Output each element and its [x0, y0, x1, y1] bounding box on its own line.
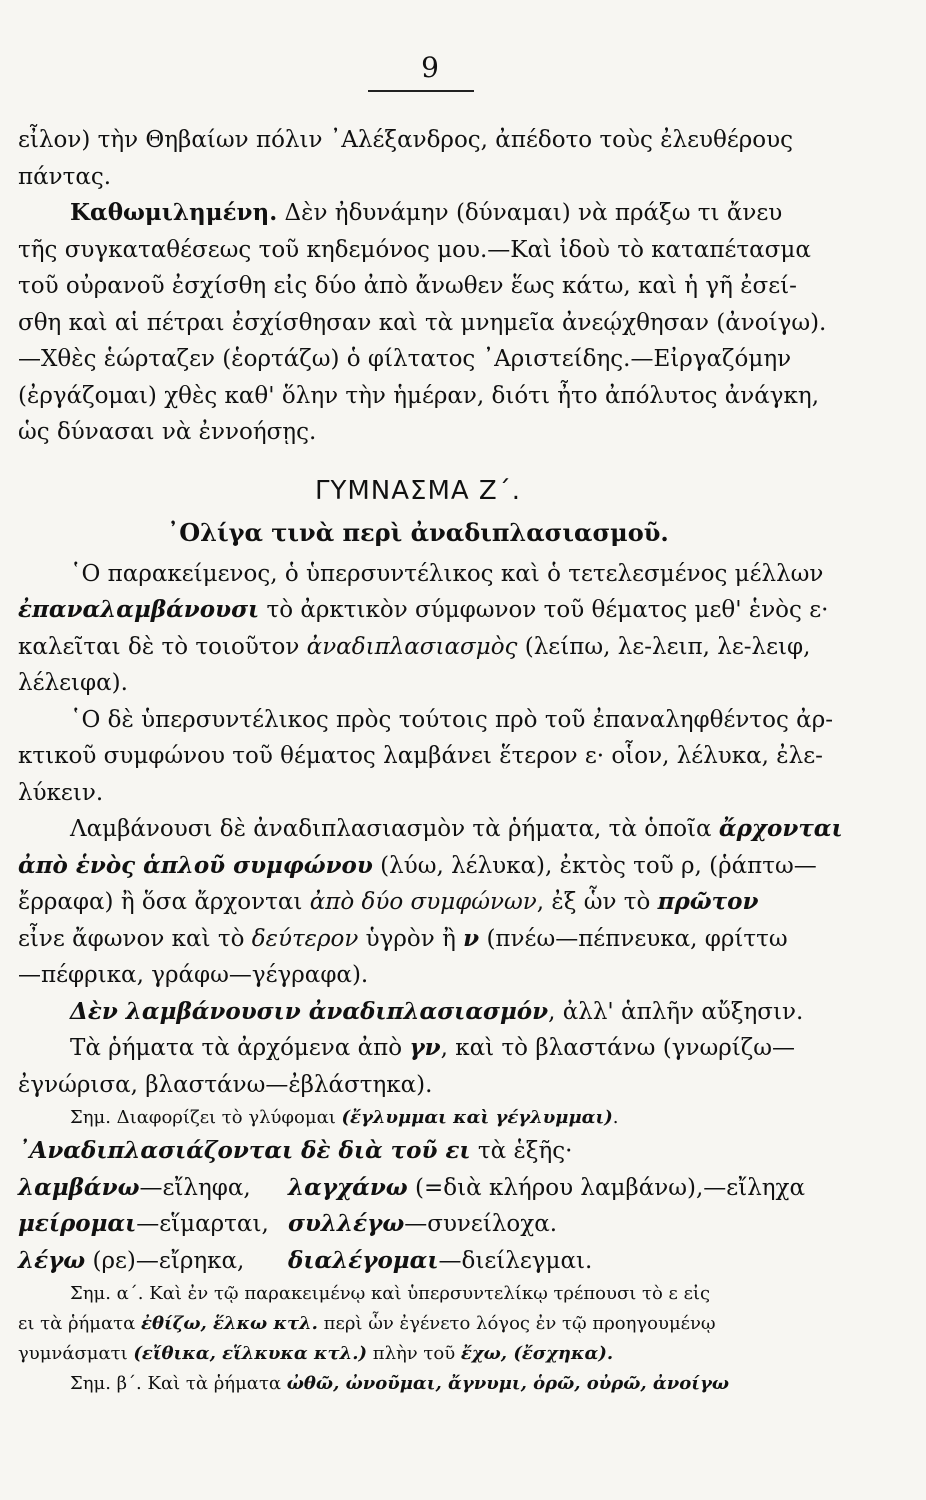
text-span: τὰ ἑξῆς·	[470, 1138, 573, 1164]
text-span: , καὶ τὸ βλαστάνω (γνωρίζω—	[440, 1035, 795, 1061]
text-span: εἶνε ἄφωνον καὶ τὸ	[18, 925, 252, 952]
text-line: ῾Ο παρακείμενος, ὁ ὑπερσυντέλικος καὶ ὁ τετελεσμένος μέλλων	[70, 560, 824, 587]
text-span: ὑγρὸν ἢ	[358, 925, 464, 952]
text-line: —πέφρικα, γράφω—γέγραφα).	[18, 962, 369, 988]
text-span: καλεῖται δὲ τὸ τοιοῦτον	[18, 633, 307, 660]
text-span: Τὰ ῥήματα τὰ ἀρχόμενα ἀπὸ	[70, 1035, 410, 1061]
emphasis: πρῶτον	[657, 888, 759, 915]
text-line: πάντας.	[18, 163, 112, 190]
emphasis: γν	[409, 1034, 441, 1061]
text-span: .	[612, 1107, 619, 1128]
emphasis: ἀναδιπλασιασμὸς	[306, 633, 518, 660]
text-line	[18, 629, 818, 666]
verb-list	[18, 1170, 818, 1280]
verb-form: (=διὰ κλήρου λαμβάνω),—εἴληχα	[407, 1174, 806, 1201]
text-span: Σημ. β΄. Καὶ τὰ ῥήματα	[70, 1373, 287, 1394]
text-span: περὶ ὧν ἐγένετο λόγος ἐν τῷ προηγουμένῳ	[317, 1313, 716, 1334]
emphasis: ἐπαναλαμβάνουσι	[18, 596, 260, 623]
text-line: τῆς συγκαταθέσεως τοῦ κηδεμόνος μου.—Καὶ ἰδοὺ τὸ καταπέτασμα	[18, 236, 811, 263]
emphasis: Δὲν λαμβάνουσιν ἀναδιπλασιασμόν	[70, 997, 549, 1025]
footnote	[18, 1103, 818, 1133]
footnote	[18, 1369, 818, 1399]
page-number: 9	[421, 51, 439, 84]
verb: μείρομαι	[18, 1210, 137, 1237]
emphasis: ἄρχονται	[718, 815, 843, 842]
emphasis: ἀπὸ ἑνὸς ἁπλοῦ συμφώνου	[18, 851, 373, 879]
page-content	[18, 52, 843, 1399]
text-line	[18, 1133, 818, 1170]
text-line: (ἐργάζομαι) χθὲς καθ' ὅλην τὴν ἡμέραν, διότι ἦτο ἀπόλυτος ἀνάγκη,	[18, 382, 820, 409]
text-span: ἔρραφα) ἢ ὅσα ἄρχονται	[18, 889, 310, 915]
verb-entry	[18, 1243, 288, 1280]
verb-entry	[18, 1170, 288, 1207]
text-span: τὸ ἀρκτικὸν σύμφωνον τοῦ θέματος μεθ' ἑνὸς ε·	[259, 597, 829, 623]
text-span: γυμνάσματι	[18, 1343, 134, 1364]
verb: συλλέγω	[288, 1210, 405, 1237]
emphasis: ἔχω, (ἔσχηκα).	[460, 1343, 614, 1364]
footnote: Σημ. α΄. Καὶ ἐν τῷ παρακειμένῳ καὶ ὑπερσυντελίκῳ τρέπουσι τὸ ε εἰς	[70, 1283, 711, 1304]
text-span: Δὲν ἠδυνάμην (δύναμαι) νὰ πράξω τι ἄνευ	[277, 200, 783, 226]
verb-form: —διείλεγμαι.	[438, 1247, 593, 1274]
text-line: —Χθὲς ἑώρταζεν (ἑορτάζω) ὁ φίλτατος ᾿Αριστείδης.—Εἰργαζόμην	[18, 346, 792, 372]
section-heading: ΓΥΜΝΑΣΜΑ Ζ΄.	[314, 475, 522, 506]
verb-form: (ρε)—εἴρηκα,	[85, 1247, 245, 1274]
text-line	[18, 884, 818, 921]
text-span: πλὴν τοῦ	[367, 1343, 461, 1364]
text-line: ἐγνώρισα, βλαστάνω—ἐβλάστηκα).	[18, 1071, 433, 1098]
verb: λαγχάνω	[288, 1173, 408, 1201]
text-line	[18, 994, 818, 1031]
verb-form: —συνείλοχα.	[404, 1211, 558, 1237]
text-line	[18, 921, 818, 958]
emphasis: (εἴθικα, εἵλκυκα κτλ.)	[133, 1343, 368, 1364]
text-line	[18, 195, 818, 232]
text-line	[18, 592, 829, 629]
section-subheading: ᾿Ολίγα τινὰ περὶ ἀναδιπλασιασμοῦ.	[167, 518, 669, 547]
emphasis: ν	[463, 924, 480, 952]
text-line: κτικοῦ συμφώνου τοῦ θέματος λαμβάνει ἕτερον ε· οἷον, λέλυκα, ἐλε-	[18, 743, 823, 769]
footnote	[18, 1309, 818, 1339]
text-span: (λύω, λέλυκα), ἐκτὸς τοῦ ρ, (ῥάπτω—	[372, 852, 817, 879]
verb: λαμβάνω	[18, 1173, 140, 1201]
verb-form: —εἵμαρται,	[136, 1211, 269, 1237]
text-line	[18, 1030, 818, 1067]
text-line: εἶλον) τὴν Θηβαίων πόλιν ᾿Αλέξανδρος, ἀπέδοτο τοὺς ἐλευθέρους	[18, 127, 794, 153]
text-line: σθη καὶ αἱ πέτραι ἐσχίσθησαν καὶ τὰ μνημεῖα ἀνεῴχθησαν (ἀνοίγω).	[18, 309, 827, 336]
text-span: , ἐξ ὧν τὸ	[536, 889, 658, 915]
text-span: , ἀλλ' ἁπλῆν αὔξησιν.	[548, 998, 804, 1025]
emphasis: ὠθῶ, ὠνοῦμαι, ἄγνυμι, ὁρῶ, οὐρῶ, ἀνοίγω	[286, 1373, 729, 1394]
text-span: Λαμβάνουσι δὲ ἀναδιπλασιασμὸν τὰ ῥήματα, τὰ ὁποῖα	[70, 816, 719, 842]
text-span: (λείπω, λε-λειπ, λε-λειφ,	[517, 633, 811, 660]
text-line	[18, 848, 818, 885]
verb: διαλέγομαι	[288, 1246, 439, 1274]
text-line: ὡς δύνασαι νὰ ἐννοήσῃς.	[18, 419, 317, 445]
text-span: Σημ. Διαφορίζει τὸ γλύφομαι	[70, 1107, 342, 1128]
text-line: λέλειφα).	[18, 670, 128, 696]
verb-form: —εἴληφα,	[139, 1174, 251, 1201]
text-span: ει τὰ ῥήματα	[18, 1313, 141, 1334]
verb: λέγω	[18, 1246, 86, 1274]
emphasis: ᾿Αναδιπλασιάζονται δὲ διὰ τοῦ ει	[18, 1137, 471, 1164]
text-line: λύκειν.	[18, 779, 104, 806]
text-line	[18, 811, 843, 848]
emphasis: (ἔγλυμμαι καὶ γέγλυμμαι)	[341, 1107, 613, 1128]
emphasis: ἀπὸ δύο συμφώνων	[309, 889, 537, 915]
text-line: ῾Ο δὲ ὑπερσυντέλικος πρὸς τούτοις πρὸ τοῦ ἐπαναληφθέντος ἀρ-	[70, 706, 833, 733]
text-span: (πνέω—πέπνευκα, φρίττω	[479, 925, 788, 952]
footnote	[18, 1339, 818, 1369]
term-colloquial: Καθωμιλημένη.	[70, 199, 278, 226]
verb-entry	[18, 1206, 288, 1243]
emphasis: δεύτερον	[251, 925, 359, 952]
verb-entry	[288, 1243, 818, 1280]
verb-entry	[288, 1206, 818, 1243]
verb-entry	[288, 1170, 818, 1207]
text-line: τοῦ οὐρανοῦ ἐσχίσθη εἰς δύο ἀπὸ ἄνωθεν ἕως κάτω, καὶ ἡ γῆ ἐσεί-	[18, 273, 797, 299]
emphasis: ἐθίζω, ἕλκω κτλ.	[141, 1313, 318, 1334]
